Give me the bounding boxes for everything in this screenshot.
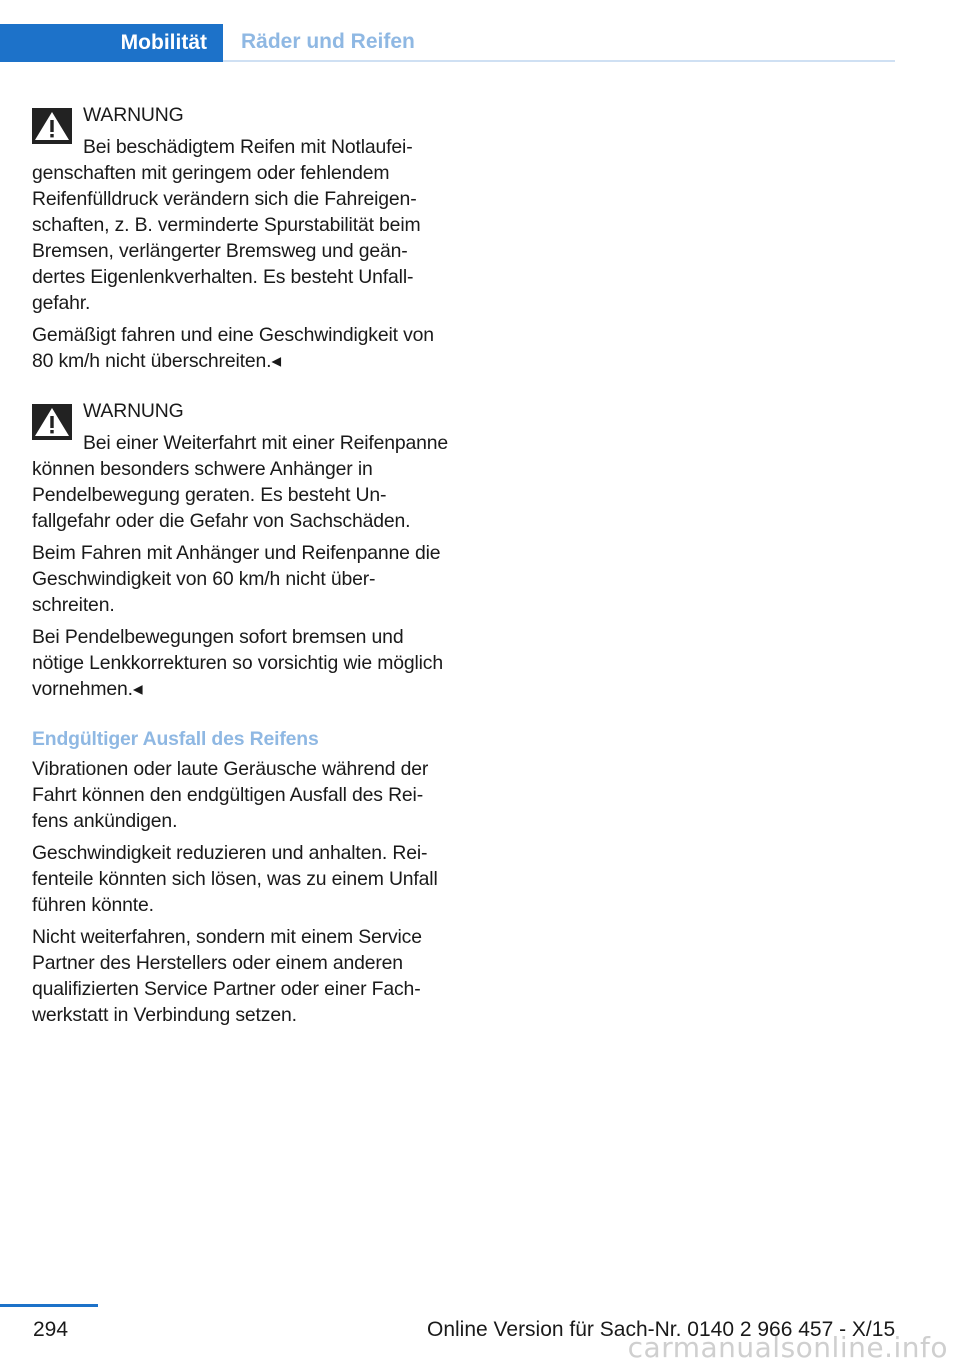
- header-divider: [223, 60, 895, 62]
- footer-accent-line: [0, 1304, 98, 1307]
- section-tire-failure: [32, 726, 450, 1028]
- spacer: [32, 380, 450, 398]
- page-content: [32, 102, 450, 1034]
- page-number: 294: [33, 1318, 69, 1341]
- warning-text: Bei beschädigtem Reifen mit Notlaufeigenschaften mit geringem oder fehlendem Reifenfülldruck verändern sich die Fahreigenschaften, z. B. verminderte Spurstabilität beim Bremsen, verlängerter Bremsweg und geändertes Eigenlenkverhalten. Es besteht Unfallgefahr.: [32, 136, 421, 314]
- section-heading: Endgültiger Ausfall des Reifens: [32, 728, 319, 750]
- warning-instruction: Gemäßigt fahren und eine Geschwindigkeit von 80 km/h nicht überschreiten.◂: [32, 324, 434, 372]
- warning-text: Bei einer Weiterfahrt mit einer Reifenpanne können besonders schwere Anhänger in Pendelbewegung geraten. Es besteht Unfallgefahr oder die Gefahr von Sachschäden.: [32, 432, 449, 532]
- tab-mobilitaet[interactable]: Mobilität: [0, 24, 223, 62]
- warning-title: WARNUNG: [83, 400, 184, 422]
- tab-raeder-und-reifen[interactable]: Räder und Reifen: [241, 30, 415, 53]
- watermark: carmanualsonline.info: [627, 1331, 948, 1364]
- page-header: [0, 0, 895, 62]
- section-paragraph: Nicht weiterfahren, sondern mit einem Service Partner des Herstellers oder einem anderen qualifizierten Service Partner oder einer Fachwerkstatt in Verbindung setzen.: [32, 926, 422, 1026]
- warning-instruction: Bei Pendelbewegungen sofort bremsen und nötige Lenkkorrekturen so vorsichtig wie möglich vornehmen.◂: [32, 626, 443, 700]
- online-version-note: Online Version für Sach-Nr. 0140 2 966 457 - X/15: [427, 1318, 896, 1341]
- warning-triangle-icon: [32, 404, 72, 440]
- spacer: [32, 708, 450, 726]
- section-paragraph: Vibrationen oder laute Geräusche während der Fahrt können den endgültigen Ausfall des Reifens ankündigen.: [32, 758, 429, 832]
- warning-block-2: [32, 398, 450, 702]
- warning-instruction: Beim Fahren mit Anhänger und Reifenpanne die Geschwindigkeit von 60 km/h nicht überschreiten.: [32, 542, 441, 616]
- warning-triangle-icon: [32, 108, 72, 144]
- warning-block-1: [32, 102, 450, 374]
- warning-title: WARNUNG: [83, 104, 184, 126]
- section-paragraph: Geschwindigkeit reduzieren und anhalten. Reifenteile könnten sich lösen, was zu einem Unfall führen könnte.: [32, 842, 438, 916]
